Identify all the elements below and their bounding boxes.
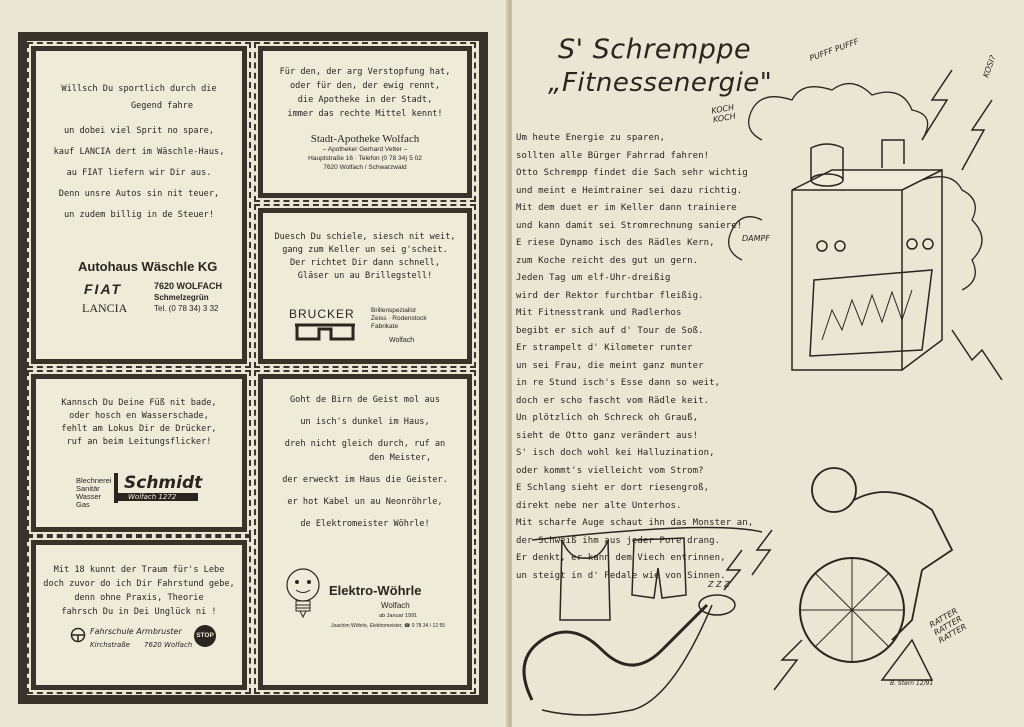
poem-line: un steigt in d' Pedale wie von Sinnen.	[516, 570, 726, 581]
ad-brucker-optik	[258, 208, 472, 364]
story-title-line2: „Fitnessenergie"	[548, 68, 773, 98]
ad-text-line: der erweckt im Haus die Geister.	[282, 475, 448, 485]
woehrle-contact: Joachim Wöhrle, Elektromeister, ☎ 0 78 34 / 12 55	[331, 623, 446, 629]
poem-line: wird der Rektor furchtbar fleißig.	[516, 290, 704, 301]
poem-line: der Schweiß ihm aus jeder Pore drang.	[516, 535, 721, 546]
story-title-line1: S' Schremppe	[558, 34, 752, 65]
ad-text-line: den Meister,	[368, 453, 432, 463]
schmidt-logo	[114, 473, 218, 503]
poem-line: Mit dem duet er im Keller dann trainiere	[516, 203, 737, 213]
trade-line: Wasser	[76, 492, 102, 501]
ad-text-line: Der richtet Dir dann schnell,	[289, 258, 441, 268]
poem-line: Er denkt, er kann dem Viech entrinnen,	[516, 553, 726, 563]
poem-line: Otto Schrempp findet die Sach sehr wichtig	[516, 168, 748, 178]
woehrle-city: Wolfach	[381, 601, 410, 610]
fahrschule-street: Kirchstraße	[90, 641, 130, 649]
ad-text-line: dreh nicht gleich durch, ruf an	[284, 439, 446, 449]
fahrschule-name: Fahrschule Armbruster	[90, 627, 182, 636]
ad-text-line: un zudem billig in de Steuer!	[63, 210, 215, 220]
ad-schmidt-sanitaer	[31, 374, 247, 532]
ad-autohaus-waeschle	[31, 46, 247, 364]
ad-text-line: fehlt am Lokus Dir de Drücker,	[61, 424, 217, 434]
poem-line: in re Stund isch's Esse dann so weit,	[516, 378, 721, 388]
ad-text-line: un isch's dunkel im Haus,	[300, 417, 430, 427]
ad-text-line: un dobei viel Sprit no spare,	[63, 126, 215, 136]
schmidt-trades	[76, 477, 111, 509]
ad-text-line: Für den, der arg Verstopfung hat,	[279, 67, 451, 77]
address-line: 7620 WOLFACH	[154, 281, 223, 291]
ad-text-line: Willsch Du sportlich durch die	[61, 84, 217, 94]
ad-text-line: au FIAT liefern wir Dir aus.	[66, 168, 212, 178]
ad-text-line: Denn unsre Autos sin nit teuer,	[58, 189, 220, 199]
left-page	[0, 0, 508, 727]
brucker-logo-name: BRUCKER	[289, 307, 355, 321]
pharmacy-address	[263, 145, 467, 172]
ad-text-line: die Apotheke in der Stadt,	[297, 95, 433, 105]
poem-line: E riese Dynamo isch des Rädles Kern,	[516, 238, 715, 248]
address-line: Schmelzegrün	[154, 293, 209, 302]
fahrschule-town: 7620 Wolfach	[144, 641, 193, 649]
poem-line: begibt er sich auf d' Tour de Soß.	[516, 325, 704, 336]
poem-line: und meint e Heimtrainer sei dazu richtig.	[516, 185, 743, 196]
dynamo-cooker-illustration	[722, 60, 1022, 380]
stop-sign-icon	[194, 625, 216, 647]
laundry-snake-cyclist-illustration	[512, 420, 1024, 720]
poem-line: S' isch doch wohl kei Halluzination,	[516, 448, 715, 458]
sfx-kosi: KOSI?	[981, 54, 998, 79]
steering-wheel-icon	[70, 627, 86, 643]
ad-stadt-apotheke	[258, 46, 472, 198]
detail-line: Fabrikate	[371, 323, 399, 330]
schmidt-logo-sub: Wolfach 1272	[118, 493, 198, 501]
ad-text-line: Duesch Du schiele, siesch nit weit,	[274, 232, 456, 242]
brucker-city: Wolfach	[389, 337, 415, 344]
address-line: – Apotheker Gerhard Vetter –	[322, 146, 408, 153]
lancia-logo: LANCIA	[82, 301, 128, 315]
trade-line: Blechnerei	[76, 476, 112, 485]
ad-text-line: kauf LANCIA dert im Wäschle-Haus,	[53, 147, 225, 157]
ad-fahrschule-armbruster	[31, 540, 247, 690]
brucker-details	[371, 307, 427, 331]
trade-line: Gas	[76, 500, 90, 509]
poem-line: doch er scho fascht vom Rädle keit.	[516, 395, 710, 406]
ad-text-line: de Elektromeister Wöhrle!	[300, 519, 430, 529]
poem-line: un sei Frau, die meint ganz munter	[516, 360, 704, 371]
company-address	[154, 281, 222, 314]
ad-text-line: fahrsch Du in Dei Unglück ni !	[61, 607, 217, 617]
woehrle-since: ab Januar 1991	[379, 613, 418, 619]
company-name: Autohaus Wäschle KG	[78, 259, 218, 274]
pharmacy-name: Stadt-Apotheke Wolfach	[310, 133, 420, 145]
lightbulb-icon	[283, 565, 323, 625]
ad-text-line: Goht de Birn de Geist mol aus	[289, 395, 441, 405]
woehrle-name: Elektro-Wöhrle	[329, 583, 422, 598]
sfx-ratter: RATTER RATTER RATTER	[927, 606, 969, 646]
poem-line: oder kommt's vielleicht vom Strom?	[516, 465, 704, 476]
poem-line: und kann damit sei Stromrechnung saniere!	[516, 220, 743, 231]
poem-line: Mit scharfe Auge schaut ihn das Monster an,	[516, 518, 754, 528]
ad-text-line: er hot Kabel un au Neonröhrle,	[287, 497, 443, 507]
ad-text-line: Kannsch Du Deine Füß nit bade,	[61, 398, 217, 408]
sfx-zzz: Z Z Z	[708, 580, 730, 589]
glasses-icon	[293, 323, 357, 343]
poem-line: sollten alle Bürger Fahrrad fahren!	[516, 150, 710, 161]
address-line: Hauptstraße 16 · Telefon (0 78 34) 5 02	[308, 155, 422, 162]
poem-line: direkt nebe ner alte Unterhos.	[516, 500, 682, 511]
schmidt-logo-name: Schmidt	[124, 473, 203, 493]
ad-text-line: denn ohne Praxis, Theorie	[74, 593, 204, 603]
detail-line: Zeiss · Rodenstock	[371, 315, 427, 322]
sfx-koch: KOCH KOCH	[710, 102, 737, 125]
stop-sign-label: STOP	[196, 632, 214, 639]
poem-line: Mit Fitnesstrank und Radlerhos	[516, 308, 682, 318]
ad-elektro-woehrle	[258, 374, 472, 690]
artist-signature: B. Stern 12/91	[890, 680, 934, 687]
ad-text-line: Mit 18 kunnt der Traum für's Lebe	[53, 565, 225, 575]
fiat-logo: FIAT	[84, 281, 123, 297]
ad-text-line: oder hosch en Wasserschade,	[69, 411, 209, 421]
ad-text-line: immer das rechte Mittel kennt!	[287, 109, 443, 119]
ad-text-line: oder für den, der ewig rennt,	[289, 81, 441, 91]
ad-text-line: ruf an beim Leitungsflicker!	[66, 437, 212, 447]
poem-line: E Schlang sieht er dort riesengroß,	[516, 483, 710, 493]
ad-text-line: gang zum Keller un sei g'scheit.	[282, 245, 448, 255]
ad-text-line: Gläser un au Brillegstell!	[297, 271, 433, 281]
ad-text-line: doch zuvor do ich Dir Fahrstund gebe,	[43, 579, 235, 589]
poem-line: Jeden Tag um elf-Uhr-dreißig	[516, 273, 671, 283]
address-line: Tel. (0 78 34) 3 32	[154, 304, 219, 313]
address-line: 7620 Wolfach / Schwarzwald	[323, 164, 407, 171]
sfx-dampf: DAMPF	[742, 234, 770, 243]
sfx-puff: PUFFF PUFFF	[808, 36, 860, 63]
poem-line: sieht de Otto ganz verändert aus!	[516, 430, 699, 441]
poem-line: Um heute Energie zu sparen,	[516, 133, 665, 143]
ad-text-line: Gegend fahre	[130, 101, 194, 111]
trade-line: Sanitär	[76, 484, 100, 493]
poem-line: Er strampelt d' Kilometer runter	[516, 343, 693, 353]
right-page	[512, 0, 1024, 727]
poem-line: Un plötzlich oh Schreck oh Grauß,	[516, 413, 699, 423]
poem-line: zum Koche reicht des gut un gern.	[516, 255, 699, 266]
detail-line: Brillenspezialist	[371, 307, 416, 314]
